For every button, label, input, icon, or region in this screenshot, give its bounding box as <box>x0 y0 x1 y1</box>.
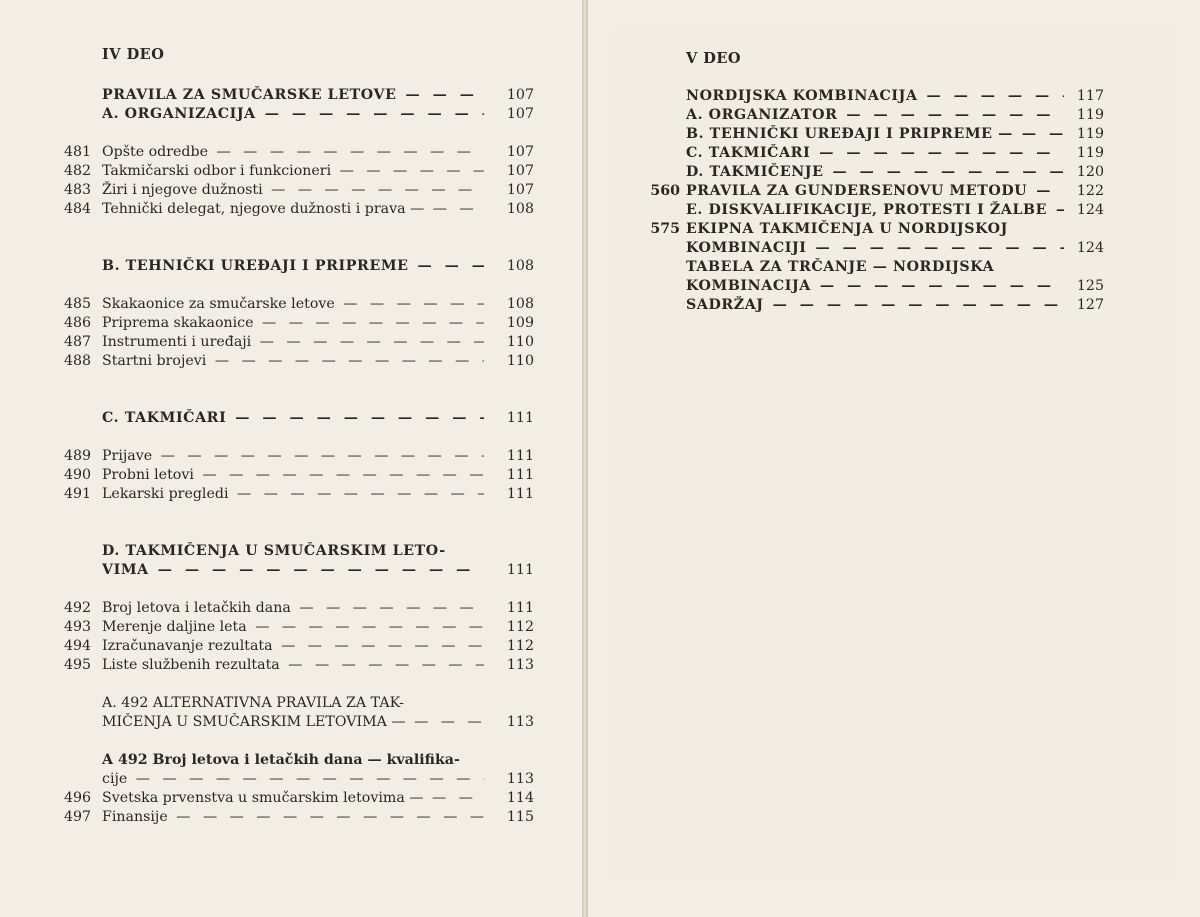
entry-title: Opšte odredbe — — — <box>102 143 484 162</box>
entry-title: TABELA ZA TRČANJE — NORDIJSKA <box>686 259 995 275</box>
entry-title: VIMA — — — <box>102 561 484 580</box>
page-number: 110 <box>506 353 534 369</box>
toc-entry <box>64 86 534 105</box>
toc-entry <box>64 200 534 219</box>
page-number: 107 <box>506 163 534 179</box>
entry-title: Lekarski pregledi — — — <box>102 485 484 504</box>
rule-number: 489 <box>64 448 92 464</box>
toc-entry <box>624 87 1104 106</box>
entry-title: A 492 Broj letova i letačkih dana — kvalifika- <box>102 752 460 768</box>
page-number: 113 <box>506 771 534 787</box>
page-number: 111 <box>506 467 534 483</box>
rule-number: 492 <box>64 600 92 616</box>
page-number: 113 <box>506 657 534 673</box>
toc-entry <box>64 105 534 124</box>
toc-entry <box>64 447 534 466</box>
toc-entry <box>64 789 534 808</box>
entry-title: MIČENJA U SMUČARSKIM LETOVIMA — — — — <box>102 713 484 732</box>
rule-number: 575 <box>650 221 680 237</box>
entry-title: NORDIJSKA KOMBINACIJA — — — <box>686 87 1064 106</box>
entry-title: Prijave — — — <box>102 447 484 466</box>
rule-number: 488 <box>64 353 92 369</box>
page-number: 119 <box>1076 126 1104 142</box>
page-number: 107 <box>506 144 534 160</box>
entry-title: Skakaonice za smučarske letove — — — <box>102 295 484 314</box>
toc-entry <box>64 181 534 200</box>
toc-entry <box>64 485 534 504</box>
page-number: 113 <box>506 714 534 730</box>
entry-title: E. DISKVALIFIKACIJE, PROTESTI I ŽALBE — — — <box>686 201 1064 220</box>
entry-title: B. TEHNIČKI UREĐAJI I PRIPREME — — — — <box>686 125 1064 144</box>
toc-entry <box>624 125 1104 144</box>
rule-number: 483 <box>64 182 92 198</box>
toc-entry <box>624 239 1104 258</box>
left-toc <box>64 45 534 827</box>
entry-title: Startni brojevi — — — <box>102 352 484 371</box>
entry-title: PRAVILA ZA SMUČARSKE LETOVE — — — <box>102 86 484 105</box>
toc-entry <box>624 182 1104 201</box>
page-number: 108 <box>506 296 534 312</box>
entry-title: Broj letova i letačkih dana — — — <box>102 599 484 618</box>
page-number: 107 <box>506 182 534 198</box>
toc-entry <box>64 162 534 181</box>
entry-title: Tehnički delegat, njegove dužnosti i prava — — — — <box>102 200 484 219</box>
entry-title: Liste službenih rezultata — — — <box>102 656 484 675</box>
entry-title: Svetska prvenstva u smučarskim letovima — — — — <box>102 789 484 808</box>
page-number: 112 <box>506 619 534 635</box>
toc-entry <box>64 561 534 580</box>
rule-number: 496 <box>64 790 92 806</box>
rule-number: 493 <box>64 619 92 635</box>
rule-number: 485 <box>64 296 92 312</box>
page-number: 125 <box>1076 278 1104 294</box>
page-number: 117 <box>1076 88 1104 104</box>
toc-entry <box>64 599 534 618</box>
page-number: 109 <box>506 315 534 331</box>
toc-entry <box>64 257 534 276</box>
rule-number: 481 <box>64 144 92 160</box>
page-number: 111 <box>506 448 534 464</box>
page-number: 111 <box>506 600 534 616</box>
toc-entry <box>64 751 534 770</box>
entry-title: cije — — — <box>102 770 484 789</box>
entry-title: Takmičarski odbor i funkcioneri — — — <box>102 162 484 181</box>
entry-title: C. TAKMIČARI — — — <box>102 409 484 428</box>
toc-entry <box>64 694 534 713</box>
toc-entry <box>64 656 534 675</box>
toc-entry <box>624 258 1104 277</box>
entry-title: Instrumenti i uređaji — — — <box>102 333 484 352</box>
entry-title: D. TAKMIČENJE — — — <box>686 163 1064 182</box>
toc-entry <box>64 409 534 428</box>
toc-entry <box>64 143 534 162</box>
rule-number: 490 <box>64 467 92 483</box>
entry-title: KOMBINACIJA — — — <box>686 277 1064 296</box>
entry-title: PRAVILA ZA GUNDERSENOVU METODU — — — <box>686 182 1064 201</box>
page-number: 120 <box>1076 164 1104 180</box>
page-number: 111 <box>506 486 534 502</box>
entry-title: Probni letovi — — — <box>102 466 484 485</box>
toc-entry <box>64 333 534 352</box>
page-number: 119 <box>1076 145 1104 161</box>
toc-entry <box>64 637 534 656</box>
entry-title: KOMBINACIJI — — — <box>686 239 1064 258</box>
page-number: 114 <box>506 790 534 806</box>
toc-entry <box>624 220 1104 239</box>
rule-number: 494 <box>64 638 92 654</box>
entry-title: D. TAKMIČENJA U SMUČARSKIM LETO- <box>102 543 446 559</box>
toc-entry <box>64 352 534 371</box>
entry-title: A. ORGANIZACIJA — — — <box>102 105 484 124</box>
entry-title: Merenje daljine leta — — — <box>102 618 484 637</box>
entry-title: Žiri i njegove dužnosti — — — <box>102 181 484 200</box>
page-number: 111 <box>506 562 534 578</box>
entry-title: A. ORGANIZATOR — — — <box>686 106 1064 125</box>
toc-entry <box>624 277 1104 296</box>
entry-title: C. TAKMIČARI — — — <box>686 144 1064 163</box>
toc-entry <box>64 295 534 314</box>
part-title: IV DEO <box>102 46 165 63</box>
page-number: 127 <box>1076 297 1104 313</box>
toc-entry <box>624 163 1104 182</box>
page-number: 112 <box>506 638 534 654</box>
entry-title: B. TEHNIČKI UREĐAJI I PRIPREME — — — <box>102 257 484 276</box>
rule-number: 486 <box>64 315 92 331</box>
right-page <box>588 0 1200 917</box>
rule-number: 487 <box>64 334 92 350</box>
rule-number: 482 <box>64 163 92 179</box>
toc-entry <box>624 144 1104 163</box>
toc-entry <box>64 770 534 789</box>
page-number: 122 <box>1076 183 1104 199</box>
toc-entry <box>624 106 1104 125</box>
right-toc <box>624 49 1104 315</box>
toc-entry <box>64 314 534 333</box>
entry-title: EKIPNA TAKMIČENJA U NORDIJSKOJ <box>686 221 1008 237</box>
page-number: 108 <box>506 258 534 274</box>
left-page <box>0 0 582 917</box>
toc-entry <box>624 296 1104 315</box>
entry-title: A. 492 ALTERNATIVNA PRAVILA ZA TAK- <box>102 695 404 711</box>
toc-entry <box>64 713 534 732</box>
page-number: 107 <box>506 87 534 103</box>
entry-title: SADRŽAJ — — — <box>686 296 1064 315</box>
entry-title: Izračunavanje rezultata — — — <box>102 637 484 656</box>
toc-entry <box>64 542 534 561</box>
page-number: 108 <box>506 201 534 217</box>
toc-entry <box>64 808 534 827</box>
page-number: 111 <box>506 410 534 426</box>
toc-entry <box>624 201 1104 220</box>
rule-number: 491 <box>64 486 92 502</box>
entry-title: Finansije — — — <box>102 808 484 827</box>
rule-number: 484 <box>64 201 92 217</box>
page-number: 124 <box>1076 240 1104 256</box>
page-number: 119 <box>1076 107 1104 123</box>
rule-number: 495 <box>64 657 92 673</box>
page-number: 110 <box>506 334 534 350</box>
toc-entry <box>64 618 534 637</box>
rule-number: 560 <box>650 183 680 199</box>
page-number: 115 <box>506 809 534 825</box>
toc-entry <box>64 466 534 485</box>
rule-number: 497 <box>64 809 92 825</box>
part-title: V DEO <box>686 50 742 67</box>
page-number: 124 <box>1076 202 1104 218</box>
page-number: 107 <box>506 106 534 122</box>
entry-title: Priprema skakaonice — — — <box>102 314 484 333</box>
